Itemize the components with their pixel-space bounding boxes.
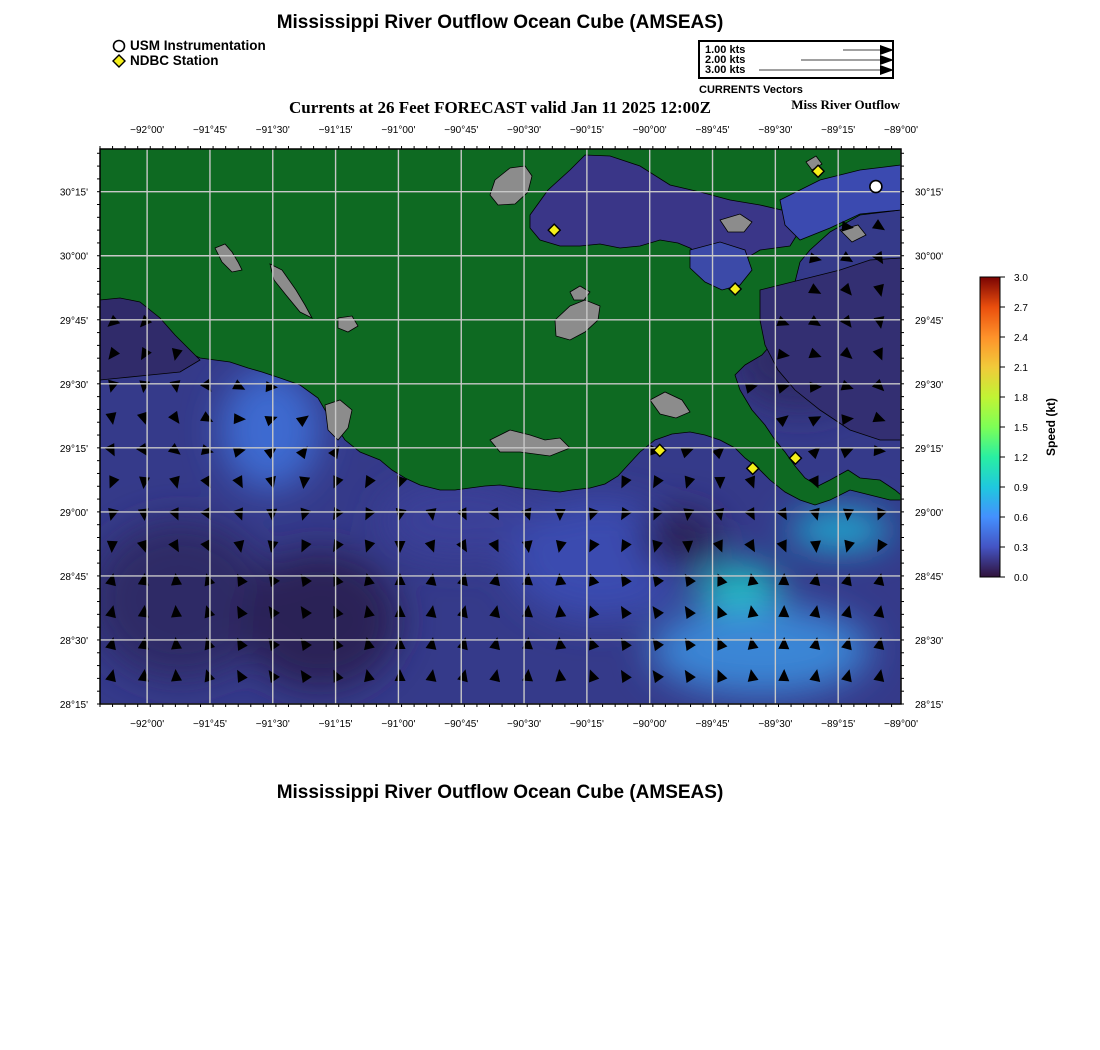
colorbar-title: Speed (kt) <box>1044 397 1058 457</box>
lon-tick-label: −90°00' <box>632 125 667 136</box>
lon-tick-label: −91°15' <box>318 719 353 730</box>
lat-tick-label: 29°45' <box>59 315 88 327</box>
lon-tick-label: −91°30' <box>255 719 290 730</box>
lat-tick-label: 29°15' <box>59 443 88 455</box>
vector-key-caption: CURRENTS Vectors <box>699 84 803 96</box>
lat-tick-label: 30°15' <box>915 187 944 199</box>
lon-tick-label: −89°15' <box>821 125 856 136</box>
lon-tick-label: −90°00' <box>632 719 667 730</box>
colorbar-tick-label: 0.3 <box>1014 543 1028 554</box>
lon-tick-label: −91°45' <box>192 125 227 136</box>
colorbar-tick-label: 3.0 <box>1014 273 1028 284</box>
lon-tick-label: −90°30' <box>507 125 542 136</box>
lon-tick-label: −91°00' <box>381 719 416 730</box>
lon-tick-label: −91°00' <box>381 125 416 136</box>
lat-tick-label: 28°15' <box>915 700 944 711</box>
lat-tick-label: 30°15' <box>59 187 88 199</box>
lat-tick-label: 29°15' <box>915 443 944 455</box>
map-subtitle: Currents at 26 Feet FORECAST valid Jan 11 2025 12:00Z <box>288 98 712 117</box>
lat-tick-label: 28°45' <box>915 571 944 583</box>
colorbar-ticks <box>1000 273 1028 584</box>
lon-tick-label: −89°00' <box>884 125 918 136</box>
lon-tick-label: −92°00' <box>130 719 165 730</box>
lon-tick-label: −91°30' <box>255 125 290 136</box>
lon-tick-label: −90°30' <box>507 719 542 730</box>
lat-tick-label: 28°30' <box>59 635 88 647</box>
lon-tick-label: −89°00' <box>884 719 918 730</box>
lon-tick-label: −90°15' <box>569 719 604 730</box>
vector-key-1: 1.00 kts <box>705 44 746 56</box>
lat-tick-label: 29°30' <box>59 379 88 391</box>
vector-key-2: 2.00 kts <box>705 54 746 66</box>
lat-tick-label: 29°00' <box>915 507 944 519</box>
region-label: Miss River Outflow <box>791 97 900 112</box>
lat-tick-label: 29°30' <box>915 379 944 391</box>
lat-tick-label: 30°00' <box>915 251 944 263</box>
vector-key-3: 3.00 kts <box>705 64 746 76</box>
lon-tick-label: −92°00' <box>130 125 165 136</box>
colorbar-tick-label: 1.5 <box>1014 423 1028 434</box>
colorbar-tick-label: 0.9 <box>1014 483 1028 494</box>
lon-tick-label: −89°45' <box>695 125 730 136</box>
lat-tick-label: 29°00' <box>59 507 88 519</box>
colorbar-ramp <box>980 277 1000 577</box>
lon-tick-label: −90°15' <box>569 125 604 136</box>
lon-tick-label: −90°45' <box>444 125 479 136</box>
legend-usm-label: USM Instrumentation <box>130 38 266 53</box>
lon-tick-label: −91°15' <box>318 125 353 136</box>
colorbar-tick-label: 2.7 <box>1014 303 1028 314</box>
colorbar-tick-label: 0.6 <box>1014 513 1028 524</box>
footer-title: Mississippi River Outflow Ocean Cube (AMSEAS) <box>276 782 724 803</box>
colorbar-tick-label: 2.4 <box>1014 333 1028 344</box>
lon-tick-label: −89°45' <box>695 719 730 730</box>
lon-tick-label: −89°30' <box>758 719 793 730</box>
lat-tick-label: 28°45' <box>59 571 88 583</box>
colorbar-tick-label: 1.8 <box>1014 393 1028 404</box>
lat-tick-label: 28°15' <box>59 700 88 711</box>
lat-tick-label: 28°30' <box>915 635 944 647</box>
lat-tick-label: 29°45' <box>915 315 944 327</box>
page-title: Mississippi River Outflow Ocean Cube (AMSEAS) <box>276 12 724 33</box>
lon-tick-label: −91°45' <box>192 719 227 730</box>
lon-tick-label: −90°45' <box>444 719 479 730</box>
colorbar-tick-label: 0.0 <box>1014 573 1028 584</box>
lon-tick-label: −89°30' <box>758 125 793 136</box>
usm-instrument-marker <box>870 181 882 193</box>
colorbar <box>980 273 1058 584</box>
lon-tick-label: −89°15' <box>821 719 856 730</box>
lat-tick-label: 30°00' <box>59 251 88 263</box>
colorbar-tick-label: 2.1 <box>1014 363 1028 374</box>
colorbar-tick-label: 1.2 <box>1014 453 1028 464</box>
legend-ndbc-label: NDBC Station <box>130 53 219 68</box>
